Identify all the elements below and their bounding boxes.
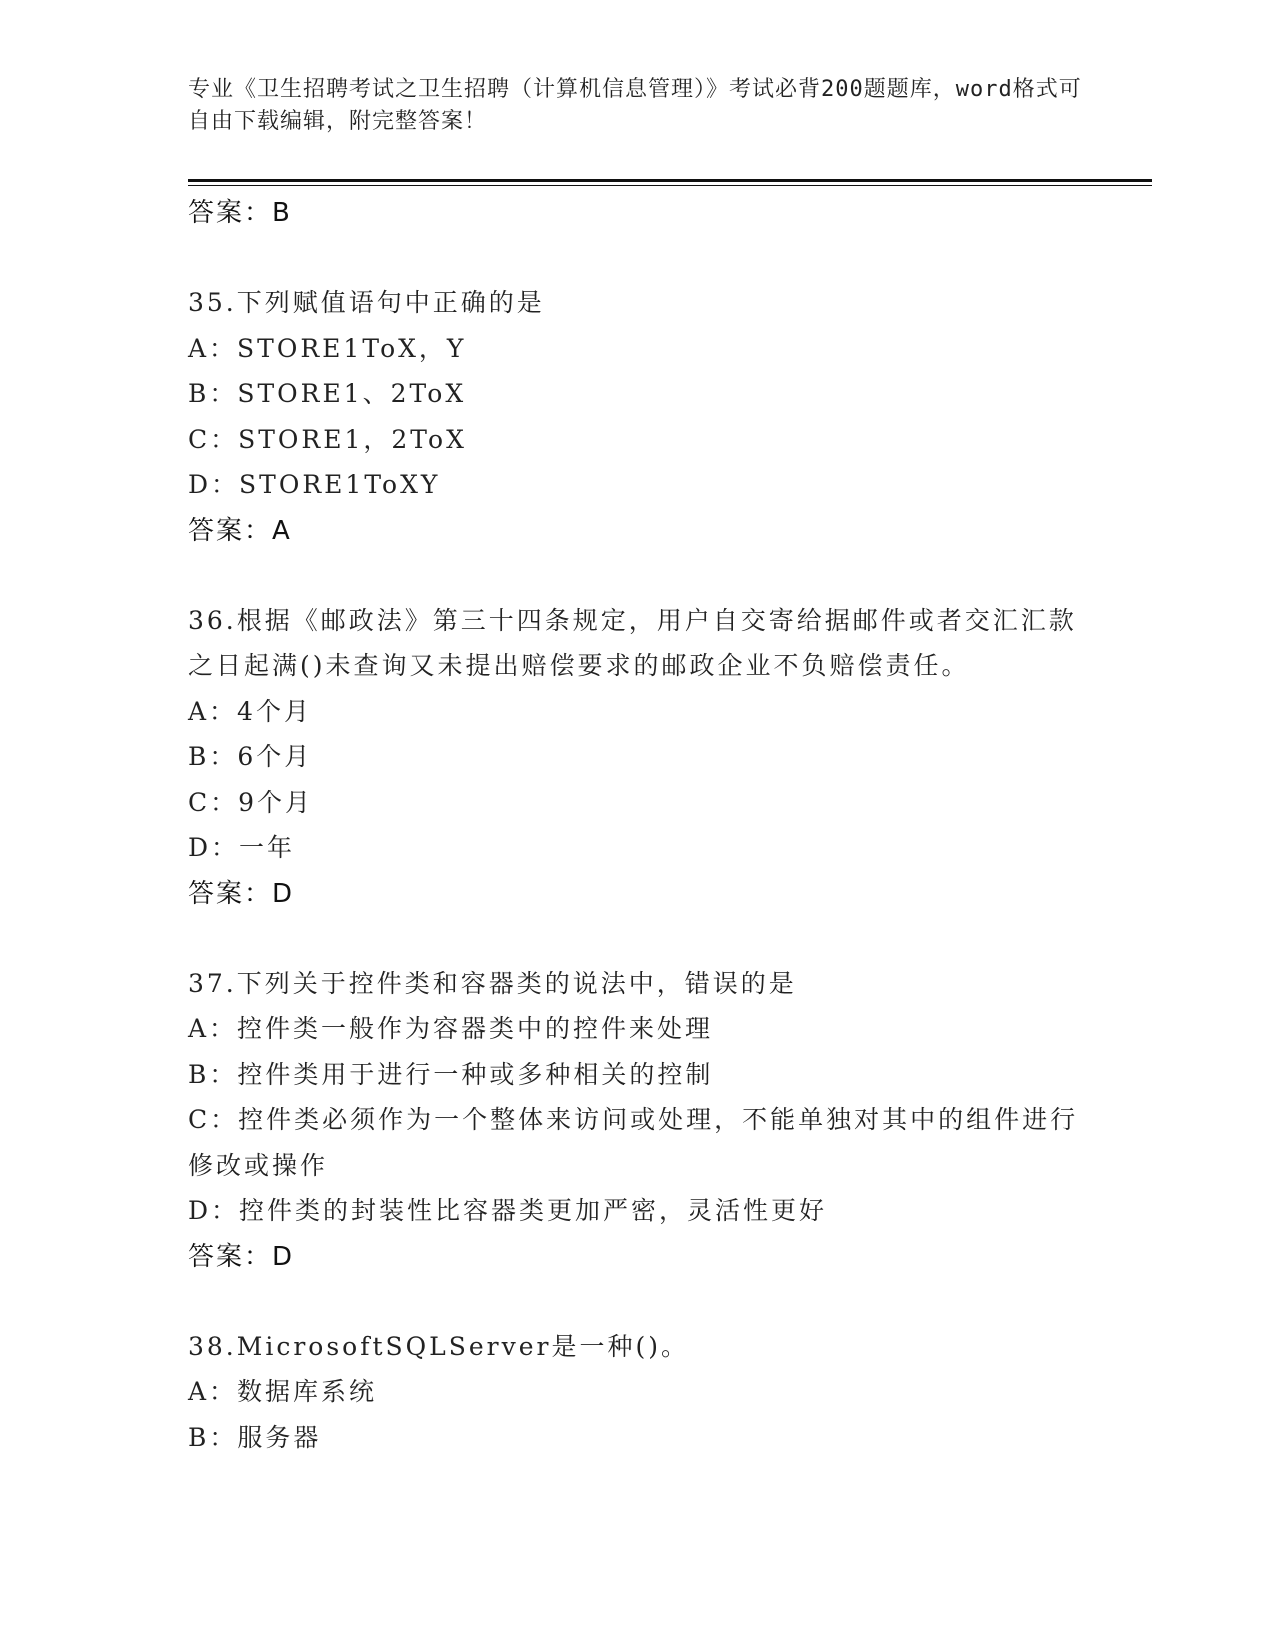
option-c: C：控件类必须作为一个整体来访问或处理，不能单独对其中的组件进行修改或操作 <box>188 1105 1079 1180</box>
question-list <box>188 190 1088 1460</box>
option-c: C：STORE1，2ToX <box>188 424 467 454</box>
option-a: A：数据库系统 <box>188 1377 378 1406</box>
question-37 <box>188 961 1088 1280</box>
spacer <box>188 236 1088 280</box>
question-35 <box>188 280 1088 554</box>
question-38 <box>188 1324 1088 1461</box>
option-a: A：STORE1ToX，Y <box>188 333 467 363</box>
spacer <box>188 917 1088 961</box>
previous-answer: 答案：B <box>188 198 292 228</box>
question-stem: 36.根据《邮政法》第三十四条规定，用户自交寄给据邮件或者交汇汇款之日起满()未查询又未提出赔偿要求的邮政企业不负赔偿责任。 <box>188 605 1077 680</box>
option-b: B：6个月 <box>188 742 313 771</box>
answer: 答案：A <box>188 515 292 546</box>
option-d: D：控件类的封装性比容器类更加严密，灵活性更好 <box>188 1196 828 1225</box>
header-rule-thick <box>188 179 1152 182</box>
question-stem: 35.下列赋值语句中正确的是 <box>188 288 545 317</box>
question-stem: 37.下列关于控件类和容器类的说法中，错误的是 <box>188 968 797 998</box>
option-c: C：9个月 <box>188 787 314 817</box>
option-d: D：一年 <box>188 833 296 862</box>
option-b: B：服务器 <box>188 1422 322 1452</box>
option-b: B：控件类用于进行一种或多种相关的控制 <box>188 1059 714 1089</box>
spacer <box>188 1280 1088 1324</box>
question-stem: 38.MicrosoftSQLServer是一种()。 <box>188 1331 690 1361</box>
header-rule-thin <box>188 185 1152 186</box>
answer: 答案：D <box>188 1241 295 1272</box>
answer: 答案：D <box>188 878 295 909</box>
spacer <box>188 554 1088 598</box>
document-header: 专业《卫生招聘考试之卫生招聘（计算机信息管理）》考试必背200题题库，word格式可自由下载编辑，附完整答案！ <box>188 77 1082 134</box>
question-36 <box>188 598 1088 917</box>
option-a: A：4个月 <box>188 696 312 726</box>
option-b: B：STORE1、2ToX <box>188 379 467 408</box>
option-a: A：控件类一般作为容器类中的控件来处理 <box>188 1014 714 1043</box>
option-d: D：STORE1ToXY <box>188 470 441 499</box>
